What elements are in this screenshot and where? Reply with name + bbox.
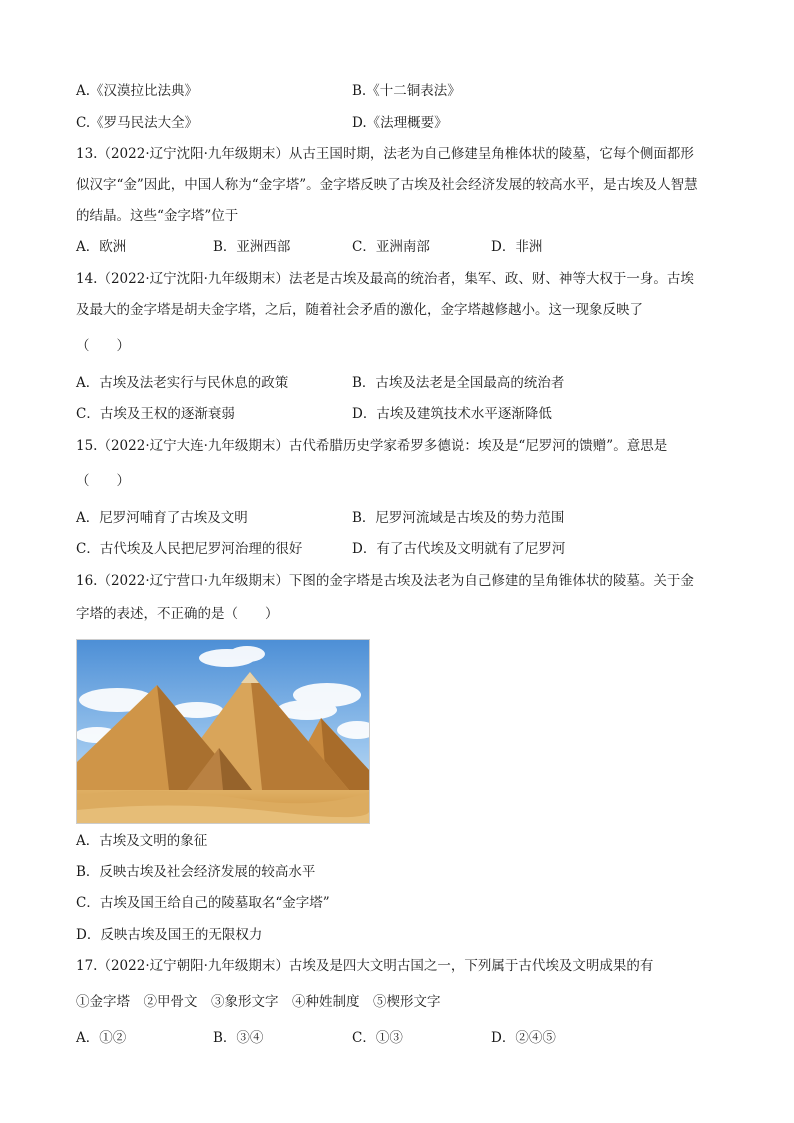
q15-option-d: D．有了古代埃及文明就有了尼罗河 [352, 541, 566, 557]
q12-option-a: A.《汉漠拉比法典》 [76, 83, 199, 99]
q12-option-b: B.《十二铜表法》 [352, 83, 461, 99]
q13-stem-line2: 似汉字“金”因此，中国人称为“金字塔”。金字塔反映了古埃及社会经济发展的较高水平，是古埃及人智慧 [76, 177, 698, 193]
q14-option-a: A．古埃及法老实行与民休息的政策 [76, 375, 289, 391]
q13-option-c: C．亚洲南部 [352, 239, 430, 255]
q15-stem-line1: 15.（2022·辽宁大连·九年级期末）古代希腊历史学家希罗多德说：埃及是“尼罗河的馈赠”。意思是 [76, 438, 668, 454]
q17-stem-line1: 17.（2022·辽宁朝阳·九年级期末）古埃及是四大文明古国之一，下列属于古代埃及文明成果的有 [76, 958, 654, 974]
q16-option-d: D．反映古埃及国王的无限权力 [76, 927, 263, 943]
q16-option-a: A．古埃及文明的象征 [76, 833, 208, 849]
q13-option-b: B．亚洲西部 [213, 239, 291, 255]
q16-stem-line2: 字塔的表述，不正确的是（ ） [76, 606, 279, 622]
q12-option-c: C.《罗马民法大全》 [76, 115, 199, 131]
q16-option-b: B．反映古埃及社会经济发展的较高水平 [76, 864, 316, 880]
q14-option-c: C．古埃及王权的逐渐衰弱 [76, 406, 235, 422]
q14-option-b: B．古埃及法老是全国最高的统治者 [352, 375, 565, 391]
q15-option-a: A．尼罗河哺育了古埃及文明 [76, 510, 248, 526]
q16-option-c: C．古埃及国王给自己的陵墓取名“金字塔” [76, 895, 330, 911]
q17-option-a: A．①② [76, 1030, 127, 1046]
q16-stem-line1: 16.（2022·辽宁营口·九年级期末）下图的金字塔是古埃及法老为自己修建的呈角锥体状的陵墓。关于金 [76, 573, 694, 589]
q12-option-d: D.《法理概要》 [352, 115, 448, 131]
q14-option-d: D．古埃及建筑技术水平逐渐降低 [352, 406, 552, 422]
q14-stem-line1: 14.（2022·辽宁沈阳·九年级期末）法老是古埃及最高的统治者，集军、政、财、神等大权于一身。古埃 [76, 271, 694, 287]
q13-stem-line1: 13.（2022·辽宁沈阳·九年级期末）从古王国时期，法老为自己修建呈角椎体状的陵墓，它每个侧面都形 [76, 146, 694, 162]
pyramids-photo [76, 639, 370, 824]
q14-stem-line2: 及最大的金字塔是胡夫金字塔，之后，随着社会矛盾的激化，金字塔越修越小。这一现象反映了 [76, 302, 643, 318]
q17-items: ①金字塔 ②甲骨文 ③象形文字 ④种姓制度 ⑤楔形文字 [76, 994, 441, 1010]
q17-option-d: D．②④⑤ [491, 1030, 556, 1046]
q13-option-a: A．欧洲 [76, 239, 127, 255]
q15-option-b: B．尼罗河流域是古埃及的势力范围 [352, 510, 565, 526]
q13-option-d: D．非洲 [491, 239, 543, 255]
q14-answer-blank: （ ） [76, 338, 130, 354]
q15-option-c: C．古代埃及人民把尼罗河治理的很好 [76, 541, 303, 557]
q17-option-c: C．①③ [352, 1030, 403, 1046]
q17-option-b: B．③④ [213, 1030, 264, 1046]
q13-stem-line3: 的结晶。这些“金字塔”位于 [76, 208, 239, 224]
q15-answer-blank: （ ） [76, 473, 130, 489]
